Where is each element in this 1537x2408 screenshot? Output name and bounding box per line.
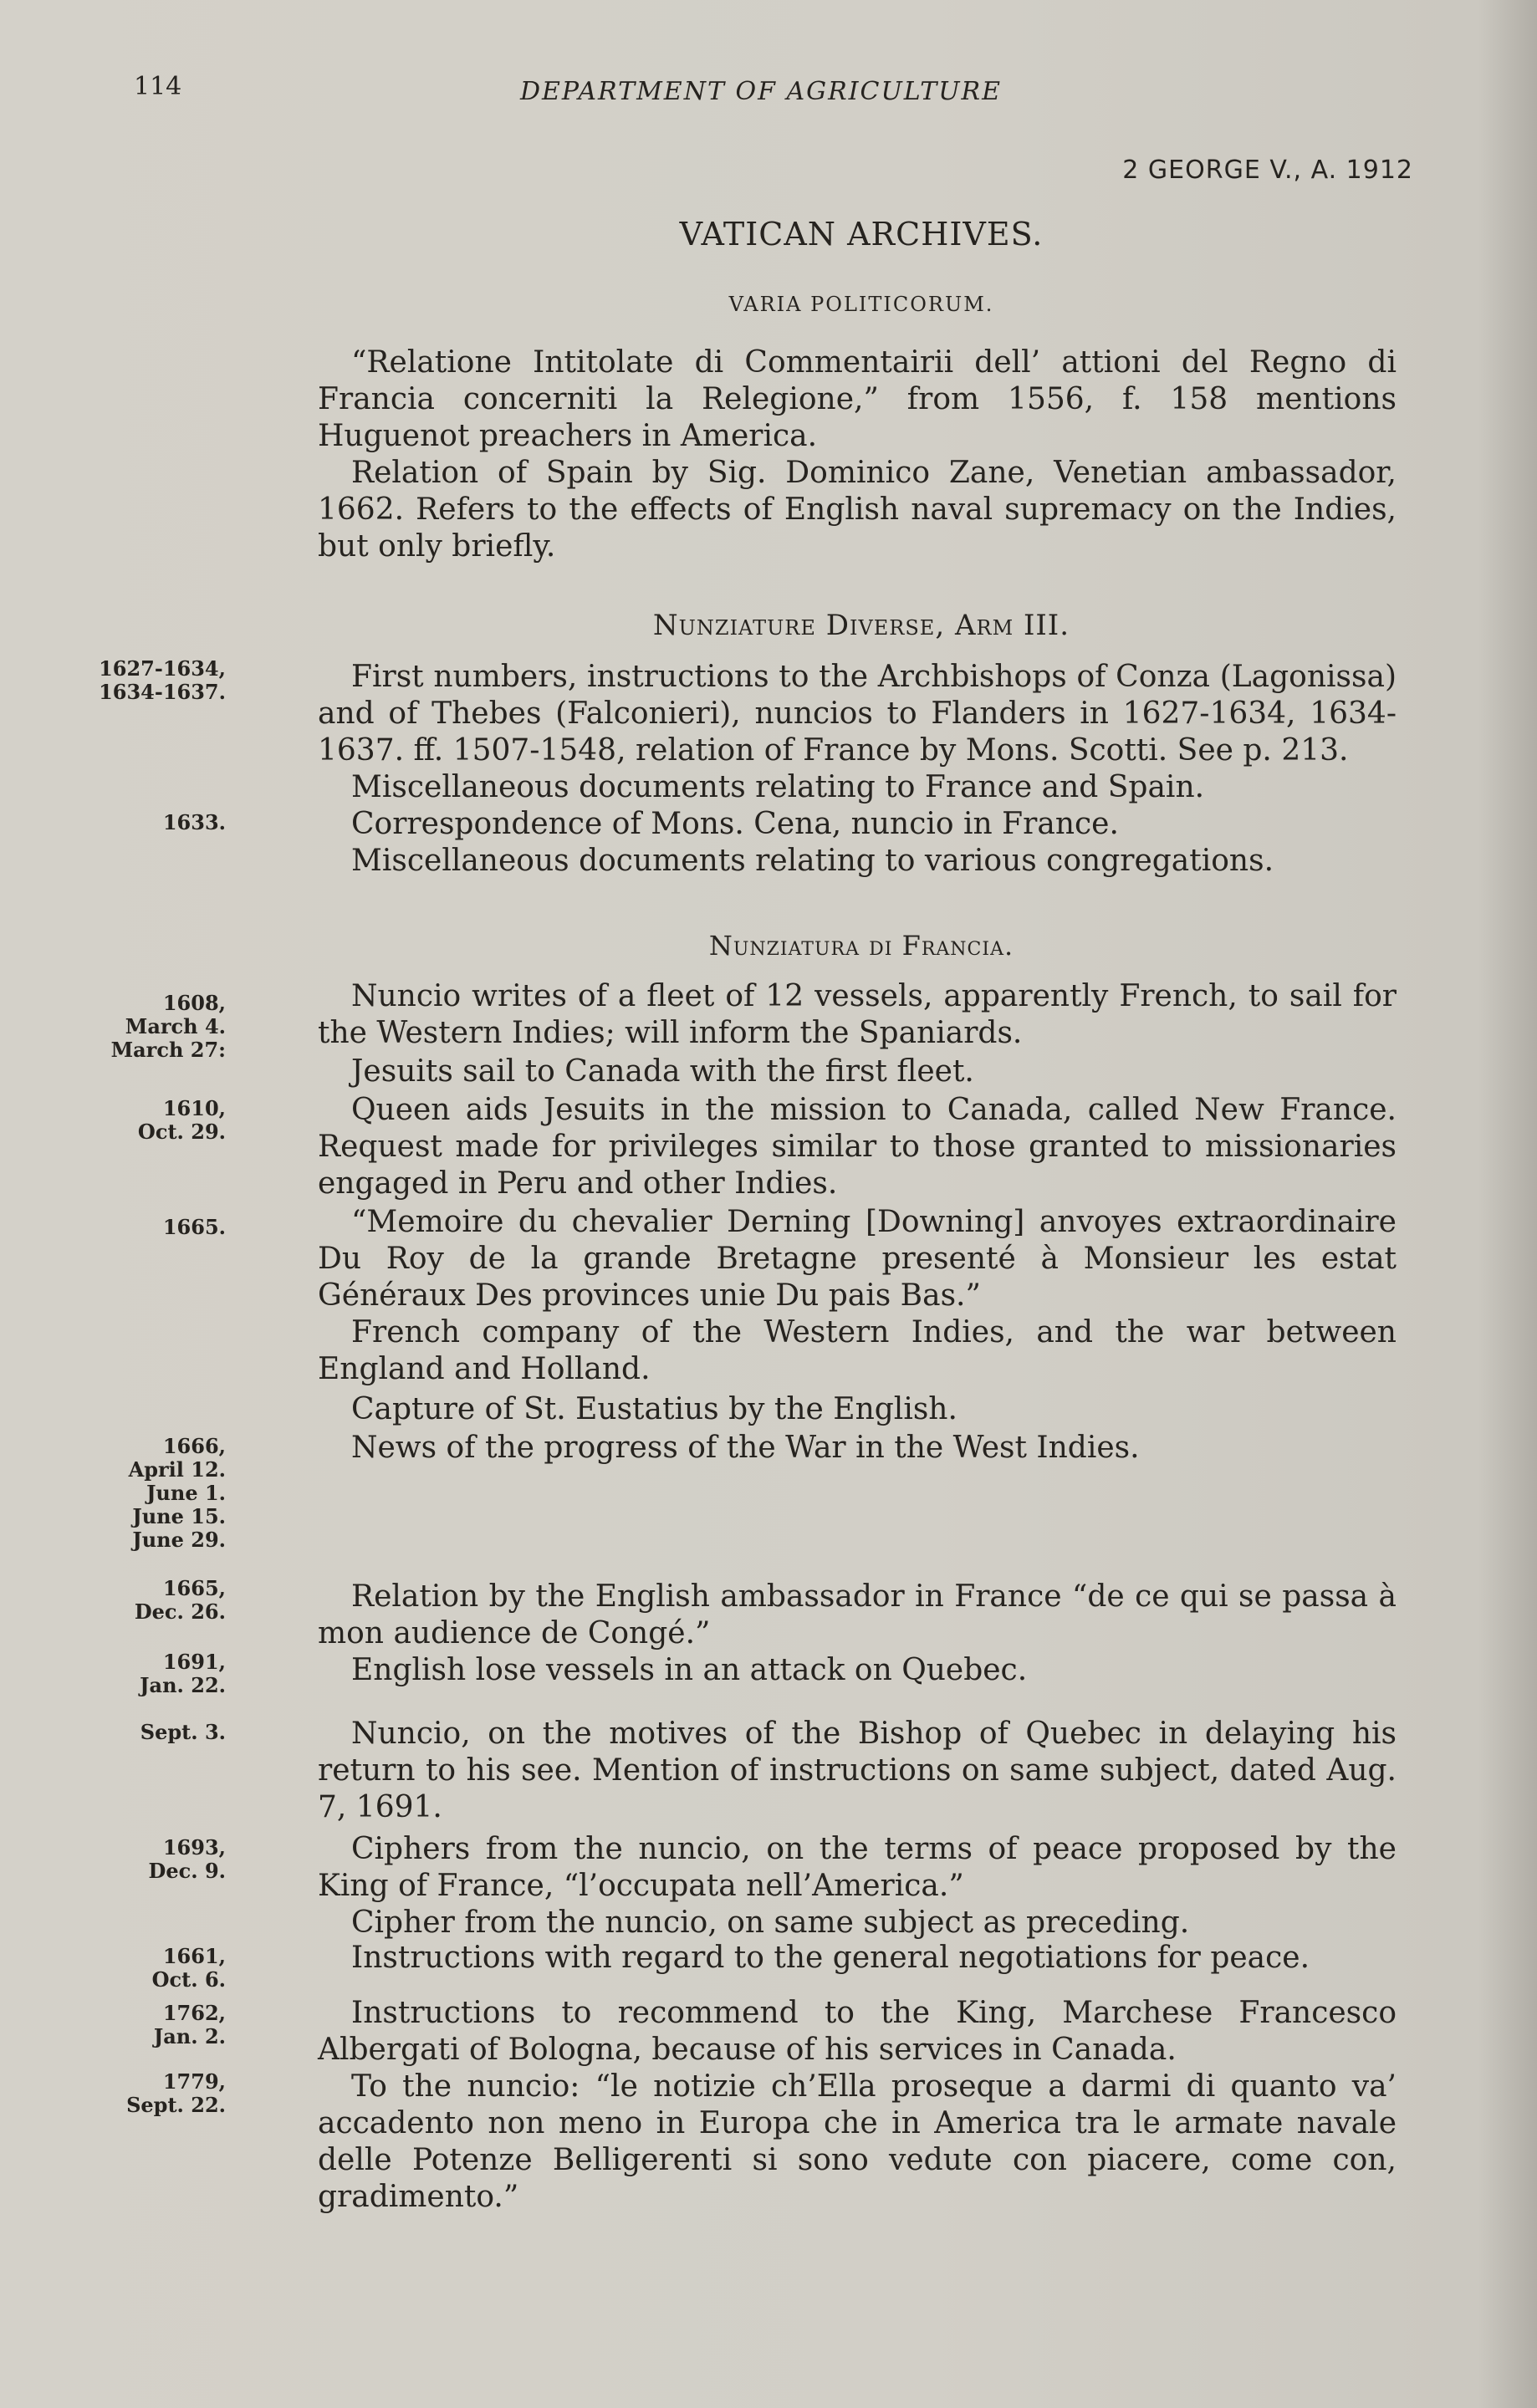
margin-date-line: June 29. (132, 1528, 226, 1552)
margin-date-line: 1608, (162, 991, 226, 1015)
margin-date-line: 1627-1634, (99, 656, 226, 681)
margin-date-line: June 1. (146, 1481, 226, 1505)
paragraph: Instructions to recommend to the King, Marchese Francesco Albergati of Bologna, because of his services in Canada. (318, 1996, 1397, 2067)
margin-date: 1665. (162, 1215, 226, 1239)
paragraph: Relation of Spain by Sig. Dominico Zane, Venetian ambassador, 1662. Refers to the effects of English naval supremacy on the Indies, but only briefly. (318, 456, 1397, 564)
margin-date (84, 992, 226, 1062)
paragraph: Instructions with regard to the general negotiations for peace. (351, 1941, 1310, 1975)
margin-date-line: 1691, (162, 1650, 226, 1674)
margin-date-line: March 27: (110, 1038, 226, 1062)
page-edge-shadow (1478, 0, 1537, 2408)
section-heading-nunziature-diverse: Nunziature Diverse, Arm III. (652, 609, 1070, 642)
margin-date-line: Jan. 2. (153, 2024, 226, 2048)
margin-date-line: 1693, (162, 1835, 226, 1860)
margin-date (84, 1097, 226, 1144)
margin-date (84, 657, 226, 704)
paragraph: Capture of St. Eustatius by the English. (351, 1392, 957, 1426)
paragraph: Nuncio writes of a fleet of 12 vessels, apparently French, to sail for the Western Indies; will inform the Spaniards. (318, 979, 1397, 1050)
margin-date (84, 1650, 226, 1697)
session-label: 2 GEORGE V., A. 1912 (1122, 156, 1413, 185)
page-title: VATICAN ARCHIVES. (679, 216, 1044, 253)
margin-date-line: 1610, (162, 1096, 226, 1120)
margin-date-line: Sept. 22. (126, 2093, 226, 2117)
margin-date-line: April 12. (128, 1457, 226, 1482)
paragraph: Nuncio, on the motives of the Bishop of Quebec in delaying his return to his see. Mention of instructions on same subject, dated Aug. 7, 1691. (318, 1717, 1397, 1824)
margin-date-line: 1762, (162, 2001, 226, 2025)
paragraph: English lose vessels in an attack on Quebec. (351, 1653, 1028, 1687)
margin-date: Sept. 3. (140, 1720, 226, 1744)
margin-date: 1633. (162, 810, 226, 834)
margin-date-line: 1661, (162, 1944, 226, 1968)
paragraph: Cipher from the nuncio, on same subject as preceding. (351, 1905, 1190, 1940)
paragraph: Jesuits sail to Canada with the first fleet. (351, 1054, 974, 1089)
margin-date (84, 1836, 226, 1883)
margin-date-line: Jan. 22. (140, 1673, 226, 1697)
margin-date (84, 1435, 226, 1552)
margin-date-line: Oct. 6. (151, 1967, 226, 1992)
margin-date (84, 2002, 226, 2048)
paragraph: First numbers, instructions to the Archbishops of Conza (Lagonissa) and of Thebes (Falconieri), nuncios to Flanders in 1627-1634, 1634-1637. ff. 1507-1548, relation of France by Mons. Scotti. See p. 213. (318, 660, 1397, 768)
margin-date-line: 1665, (162, 1576, 226, 1600)
paragraph: French company of the Western Indies, and the war between England and Holland. (318, 1315, 1397, 1386)
margin-date-line: Dec. 9. (148, 1859, 226, 1883)
section-heading-varia: VARIA POLITICORUM. (728, 293, 994, 316)
page-number: 114 (134, 72, 182, 101)
paragraph: “Memoire du chevalier Derning [Downing] anvoyes extraordinaire Du Roy de la grande Bretagne presenté à Monsieur les estat Généraux Des provinces unie Du pais Bas.” (318, 1205, 1397, 1313)
margin-date-line: Oct. 29. (137, 1120, 226, 1144)
paragraph: To the nuncio: “le notizie ch’Ella proseque a darmi di quanto va’ accadento non meno in Europa che in America tra le armate navale delle Potenze Belligerenti si sono vedute con piacere, come con, gradimento.” (318, 2069, 1397, 2214)
paragraph: Correspondence of Mons. Cena, nuncio in France. (351, 807, 1119, 841)
section-heading-nunziatura-di-francia: Nunziatura di Francia. (708, 930, 1014, 962)
margin-date (84, 1577, 226, 1624)
margin-date-line: 1634-1637. (99, 680, 226, 704)
paragraph: Queen aids Jesuits in the mission to Canada, called New France. Request made for privileges similar to those granted to missionaries engaged in Peru and other Indies. (318, 1093, 1397, 1201)
margin-date-line: June 15. (132, 1504, 226, 1528)
paragraph: Miscellaneous documents relating to various congregations. (351, 844, 1274, 878)
margin-date (84, 2070, 226, 2117)
running-title: DEPARTMENT OF AGRICULTURE (519, 77, 1003, 106)
paragraph: Relation by the English ambassador in France “de ce qui se passa à mon audience de Congé.” (318, 1579, 1397, 1650)
margin-date-line: March 4. (125, 1014, 226, 1038)
paragraph: Miscellaneous documents relating to France and Spain. (351, 770, 1205, 804)
margin-date-line: 1779, (162, 2069, 226, 2094)
margin-date-line: 1666, (162, 1434, 226, 1458)
paragraph: News of the progress of the War in the West Indies. (351, 1431, 1140, 1465)
paragraph: Ciphers from the nuncio, on the terms of peace proposed by the King of France, “l’occupata nell’America.” (318, 1832, 1397, 1903)
margin-date (84, 1945, 226, 1992)
margin-date-line: Dec. 26. (134, 1599, 226, 1624)
paragraph: “Relatione Intitolate di Commentairii dell’ attioni del Regno di Francia concerniti la Relegione,” from 1556, f. 158 mentions Huguenot preachers in America. (318, 345, 1397, 453)
